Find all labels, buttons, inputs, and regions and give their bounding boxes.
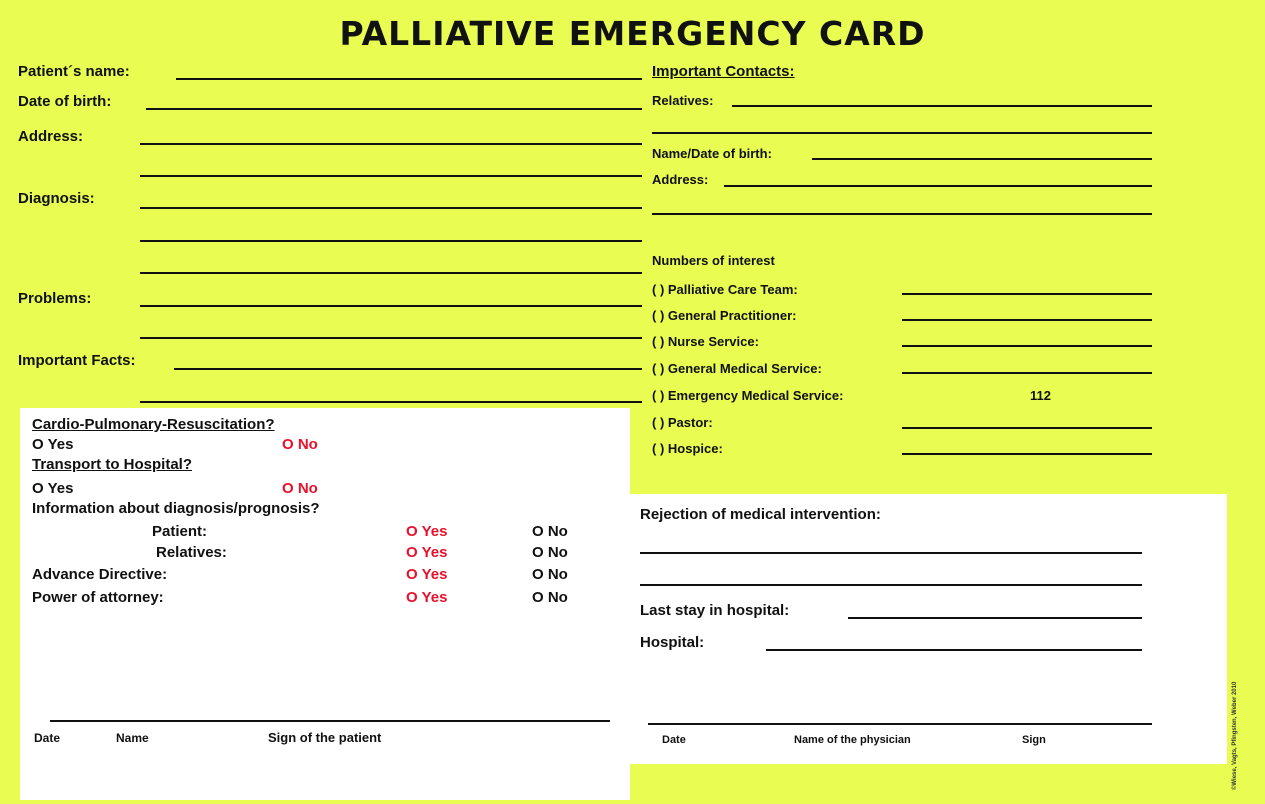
number-line-nurse-service[interactable]	[902, 345, 1152, 347]
transport-no-option[interactable]: O No	[282, 480, 318, 497]
number-label-nurse-service: ( ) Nurse Service:	[652, 334, 759, 349]
info-question: Information about diagnosis/prognosis?	[32, 500, 320, 517]
important-contacts-heading: Important Contacts:	[652, 63, 795, 80]
address-label: Address:	[18, 128, 84, 145]
rejection-line-2[interactable]	[640, 584, 1142, 586]
diagnosis-line-3[interactable]	[140, 272, 642, 274]
hospital-line[interactable]	[766, 649, 1142, 651]
contact-address-label: Address:	[652, 172, 709, 187]
number-label-hospice: ( ) Hospice:	[652, 441, 723, 456]
last-stay-line[interactable]	[848, 617, 1142, 619]
number-line-hospice[interactable]	[902, 453, 1152, 455]
date-of-birth-label: Date of birth:	[18, 93, 112, 110]
cpr-no-option[interactable]: O No	[282, 436, 318, 453]
physician-name-label: Name of the physician	[794, 734, 911, 746]
problems-line-2[interactable]	[140, 337, 642, 339]
relatives-info-no[interactable]: O No	[532, 544, 568, 561]
relatives-info-label: Relatives:	[156, 544, 227, 561]
cpr-yes-option[interactable]: O Yes	[32, 436, 74, 453]
number-label-palliative-care-team: ( ) Palliative Care Team:	[652, 282, 798, 297]
number-line-palliative-care-team[interactable]	[902, 293, 1152, 295]
emergency-number-value: 112	[1030, 388, 1051, 403]
transport-yes-option[interactable]: O Yes	[32, 480, 74, 497]
rejection-heading: Rejection of medical intervention:	[640, 506, 881, 523]
number-label-emergency-medical-service: ( ) Emergency Medical Service:	[652, 388, 844, 403]
number-label-general-medical-service: ( ) General Medical Service:	[652, 361, 822, 376]
rejection-panel	[630, 494, 1227, 764]
rejection-line-1[interactable]	[640, 552, 1142, 554]
last-stay-label: Last stay in hospital:	[640, 602, 790, 619]
patient-name-line[interactable]	[176, 78, 642, 80]
cpr-question: Cardio-Pulmonary-Resuscitation?	[32, 416, 275, 433]
copyright-note: ©Wiese, Vagts, Pfingsten, Weber 2010	[1232, 681, 1238, 790]
diagnosis-line-1[interactable]	[140, 207, 642, 209]
important-facts-label: Important Facts:	[18, 352, 136, 369]
contact-address-line-1[interactable]	[724, 185, 1152, 187]
physician-signature-line[interactable]	[648, 723, 1152, 725]
relatives-label: Relatives:	[652, 93, 714, 108]
number-line-general-medical-service[interactable]	[902, 372, 1152, 374]
problems-line-1[interactable]	[140, 305, 642, 307]
card-title: PALLIATIVE EMERGENCY CARD	[339, 14, 926, 53]
name-dob-line[interactable]	[812, 158, 1152, 160]
physician-sign-label: Sign	[1022, 734, 1046, 746]
diagnosis-line-2[interactable]	[140, 240, 642, 242]
power-of-attorney-yes[interactable]: O Yes	[406, 589, 448, 606]
relatives-line-2[interactable]	[652, 132, 1152, 134]
patient-name-label: Patient´s name:	[18, 63, 130, 80]
advance-directive-no[interactable]: O No	[532, 566, 568, 583]
advance-directive-label: Advance Directive:	[32, 566, 168, 583]
patient-sign-date-label: Date	[34, 731, 61, 745]
problems-label: Problems:	[18, 290, 92, 307]
important-facts-line-1[interactable]	[174, 368, 642, 370]
relatives-info-yes[interactable]: O Yes	[406, 544, 448, 561]
number-label-pastor: ( ) Pastor:	[652, 415, 713, 430]
numbers-of-interest-heading: Numbers of interest	[652, 253, 775, 268]
physician-date-label: Date	[662, 734, 686, 746]
transport-question: Transport to Hospital?	[32, 456, 193, 473]
number-label-general-practitioner: ( ) General Practitioner:	[652, 308, 797, 323]
number-line-pastor[interactable]	[902, 427, 1152, 429]
diagnosis-label: Diagnosis:	[18, 190, 95, 207]
patient-signature-line[interactable]	[50, 720, 610, 722]
number-line-general-practitioner[interactable]	[902, 319, 1152, 321]
power-of-attorney-no[interactable]: O No	[532, 589, 568, 606]
address-line-1[interactable]	[140, 143, 642, 145]
address-line-2[interactable]	[140, 175, 642, 177]
patient-info-label: Patient:	[152, 523, 208, 540]
advance-directive-yes[interactable]: O Yes	[406, 566, 448, 583]
patient-sign-name-label: Name	[116, 731, 149, 745]
patient-info-no[interactable]: O No	[532, 523, 568, 540]
name-dob-label: Name/Date of birth:	[652, 146, 772, 161]
power-of-attorney-label: Power of attorney:	[32, 589, 164, 606]
relatives-line-1[interactable]	[732, 105, 1152, 107]
hospital-label: Hospital:	[640, 634, 705, 651]
decisions-panel	[20, 408, 630, 800]
contact-address-line-2[interactable]	[652, 213, 1152, 215]
important-facts-line-2[interactable]	[140, 401, 642, 403]
patient-info-yes[interactable]: O Yes	[406, 523, 448, 540]
date-of-birth-line[interactable]	[146, 108, 642, 110]
patient-sign-label: Sign of the patient	[268, 730, 382, 745]
